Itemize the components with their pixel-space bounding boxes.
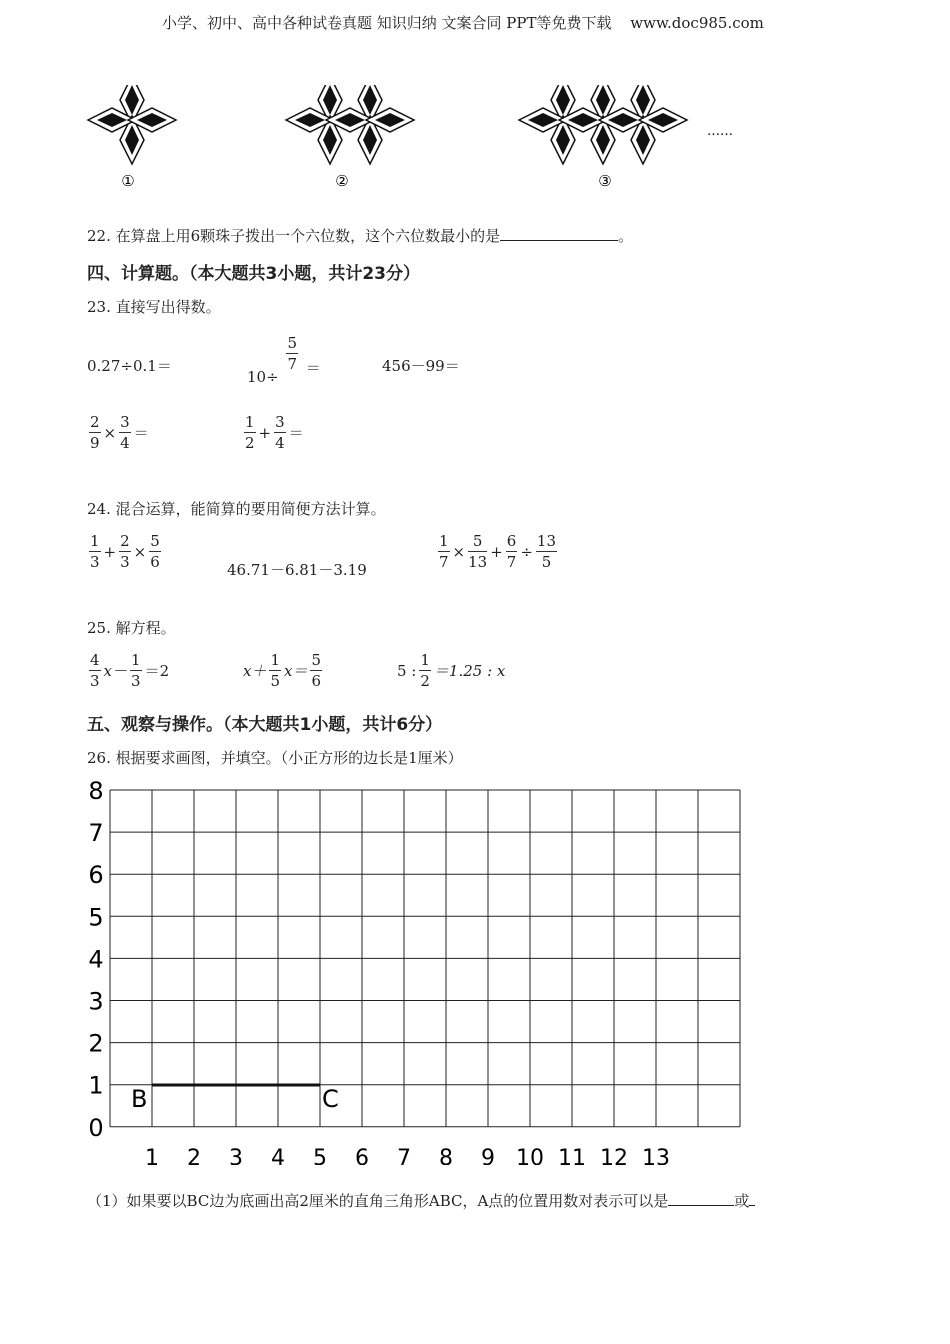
- x-axis-label: 6: [355, 1145, 369, 1165]
- x-axis-label: 1: [145, 1145, 159, 1165]
- x-axis-label: 7: [397, 1145, 411, 1165]
- y-axis-label: 4: [88, 945, 104, 974]
- q23-e2-post: ＝: [305, 358, 321, 377]
- section-5-title: 五、观察与操作。（本大题共1小题，共计6分）: [87, 715, 443, 735]
- y-axis-label: 3: [88, 987, 104, 1016]
- question-23: 23. 直接写出得数。: [87, 298, 221, 316]
- question-24: 24. 混合运算，能简算的要用简便方法计算。: [87, 500, 386, 518]
- q23-expr-5: $\frac{1}{2}$ + $\frac{3}{4}$ ＝: [245, 413, 304, 452]
- question-26: 26. 根据要求画图，并填空。（小正方形的边长是1厘米）: [87, 749, 463, 767]
- x-axis-label: 9: [481, 1145, 495, 1165]
- x-axis-label: 12: [600, 1145, 628, 1165]
- q26-sub1-blank-2[interactable]: [749, 1205, 755, 1206]
- y-axis-labels: [88, 777, 103, 1142]
- q25-equation-1: $\frac{4}{3}$ x－ $\frac{1}{3}$ ＝2: [90, 651, 170, 690]
- x-axis-label: 11: [558, 1145, 586, 1165]
- x-axis-label: 8: [439, 1145, 453, 1165]
- grid-lines: [110, 790, 740, 1127]
- q22-text: 22. 在算盘上用6颗珠子拨出一个六位数，这个六位数最小的是: [87, 227, 501, 245]
- q23-e2-pre: 10÷: [247, 368, 279, 386]
- y-axis-label: 5: [88, 903, 104, 932]
- x-axis-label: 3: [229, 1145, 243, 1165]
- q22-end: 。: [618, 227, 634, 245]
- header-text: 小学、初中、高中各种试卷真题 知识归纳 文案合同 PPT等免费下载: [162, 14, 612, 32]
- header-site: www.doc985.com: [630, 14, 764, 32]
- x-axis-label: 4: [271, 1145, 285, 1165]
- coordinate-grid[interactable]: [80, 775, 760, 1165]
- x-axis-label: 13: [642, 1145, 670, 1165]
- q26-sub1-or: 或: [734, 1192, 750, 1210]
- question-25: 25. 解方程。: [87, 619, 176, 637]
- q24-expr-2: 46.71－6.81－3.19: [227, 561, 367, 579]
- point-c-label: C: [322, 1085, 339, 1113]
- q26-sub1-text: （1）如果要以BC边为底画出高2厘米的直角三角形ABC，A点的位置用数对表示可以是: [87, 1192, 669, 1210]
- q26-sub1-blank-1[interactable]: [668, 1205, 734, 1206]
- x-axis-label: 2: [187, 1145, 201, 1165]
- q23-expr-3: 456－99＝: [382, 357, 460, 375]
- y-axis-label: 7: [88, 819, 104, 848]
- question-22: [87, 225, 633, 246]
- x-axis-label: 5: [313, 1145, 327, 1165]
- q24-expr-1: $\frac{1}{3}$ + $\frac{2}{3}$ × $\frac{5}{6}$: [90, 532, 160, 571]
- pattern-label-2: ②: [335, 172, 349, 190]
- question-26-sub-1: [87, 1190, 755, 1211]
- pattern-figures: [80, 85, 760, 195]
- pattern-figure-2: [286, 85, 414, 164]
- q25-equation-3: 5 : $\frac{1}{2}$ ＝1.25 : x: [397, 651, 506, 690]
- section-4-title: 四、计算题。（本大题共3小题，共计23分）: [87, 264, 420, 284]
- y-axis-label: 0: [88, 1113, 104, 1142]
- pattern-label-1: ①: [121, 172, 135, 190]
- y-axis-label: 2: [88, 1029, 104, 1058]
- y-axis-label: 1: [88, 1071, 104, 1100]
- q24-expr-3: $\frac{1}{7}$ × $\frac{5}{13}$ + $\frac{6}{7}$ ÷ $\frac{13}{5}$: [439, 532, 557, 571]
- y-axis-label: 8: [88, 777, 104, 805]
- q23-expr-1: 0.27÷0.1＝: [87, 357, 172, 375]
- x-axis-labels: [145, 1146, 670, 1165]
- pattern-figure-1: [88, 85, 176, 164]
- q25-equation-2: x＋ $\frac{1}{5}$ x＝ $\frac{5}{6}$: [243, 651, 322, 690]
- q23-expr-2: [246, 334, 322, 386]
- pattern-ellipsis: ……: [707, 124, 733, 139]
- x-axis-label: 10: [516, 1145, 544, 1165]
- y-axis-label: 6: [88, 861, 104, 890]
- q23-e2-frac: $\frac{5}{7}$: [287, 334, 297, 373]
- q22-answer-blank[interactable]: [500, 240, 618, 241]
- point-b-label: B: [131, 1085, 148, 1113]
- q23-expr-4: $\frac{2}{9}$ × $\frac{3}{4}$ ＝: [90, 413, 149, 452]
- pattern-figure-3: [519, 85, 687, 164]
- pattern-label-3: ③: [598, 172, 612, 190]
- page-header: [162, 12, 764, 33]
